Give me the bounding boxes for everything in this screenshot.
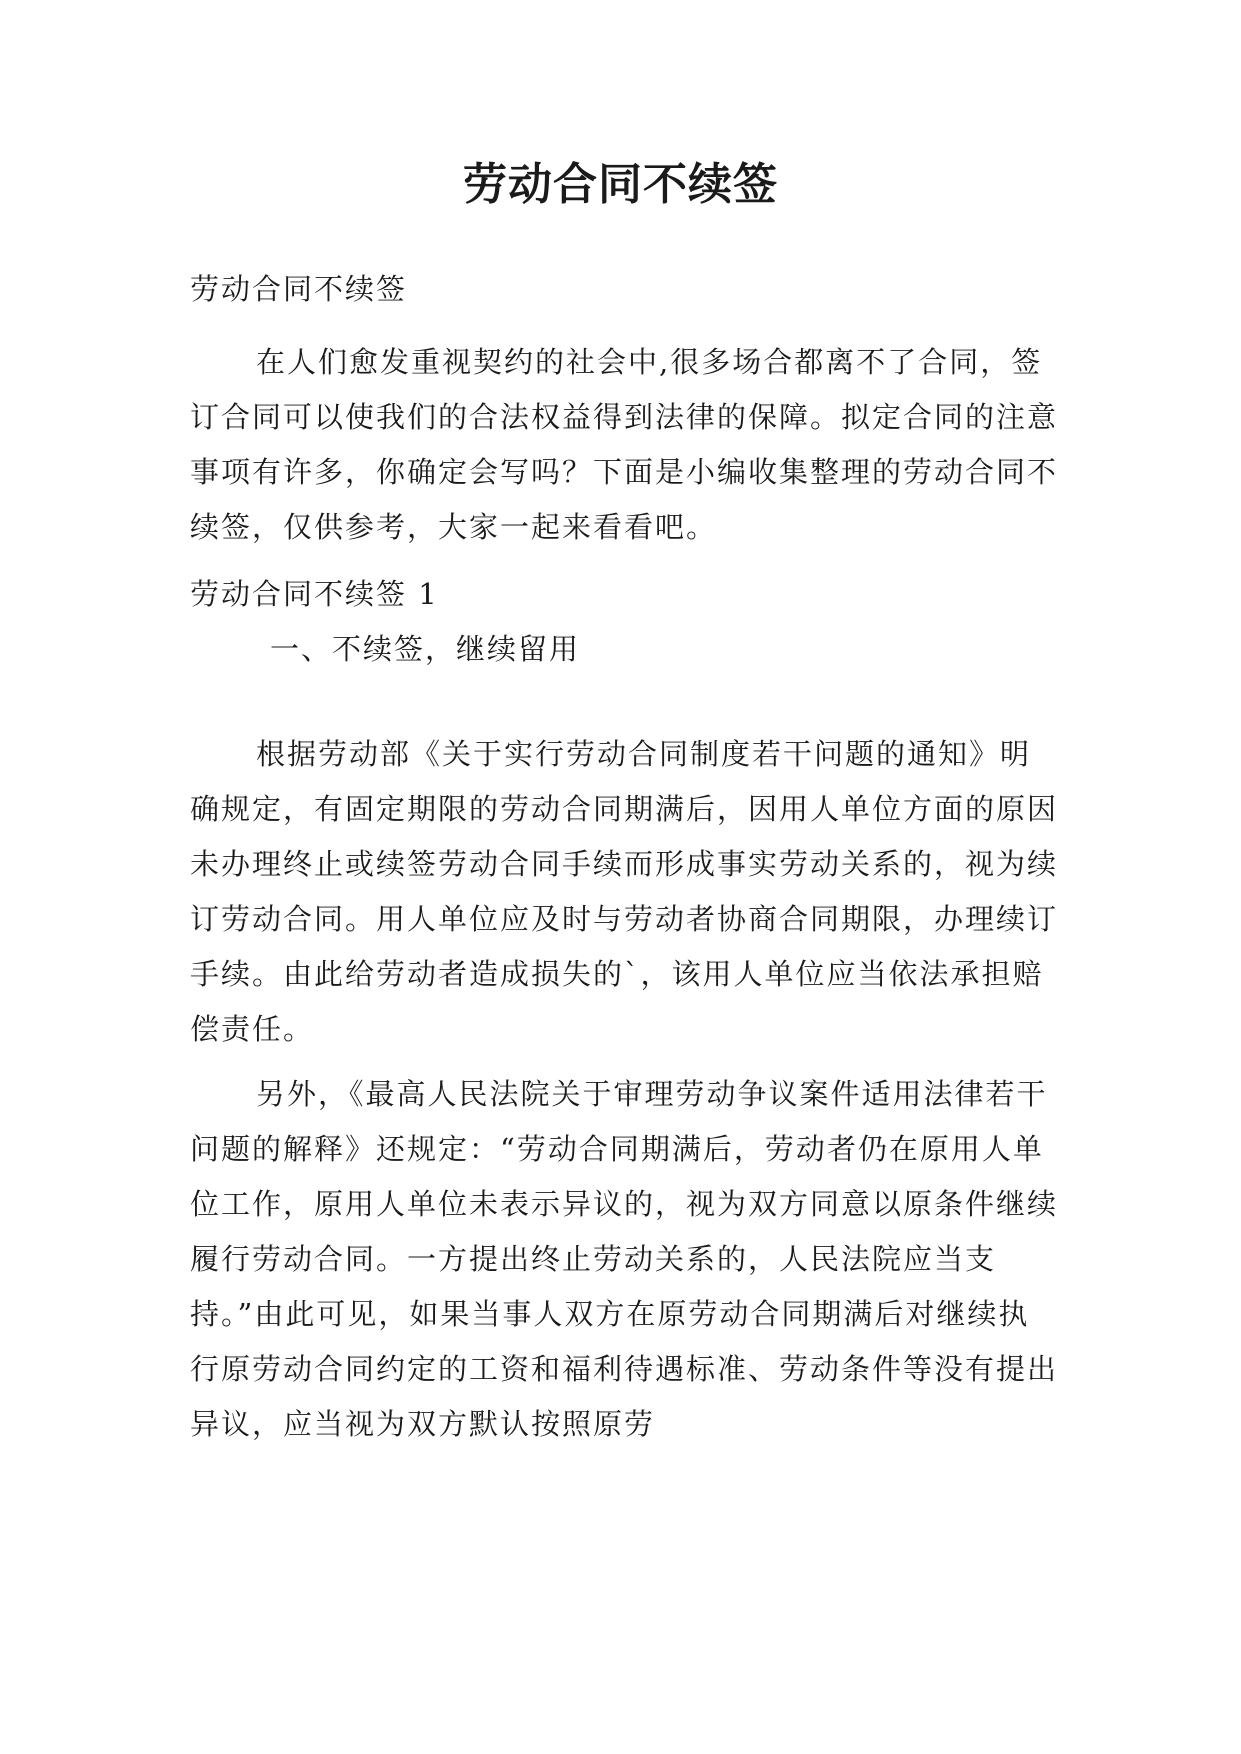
section-heading: 劳动合同不续签 1 bbox=[190, 577, 439, 611]
body-paragraph-2: 另外，《最高人民法院关于审理劳动争议案件适用法律若干问题的解释》还规定：“劳动合同期满后，劳动者仍在原用人单位工作，原用人单位未表示异议的，视为双方同意以原条件继续履行劳动合同。一方提出终止劳动关系的，人民法院应当支持。”由此可见，如果当事人双方在原劳动合同期满后对继续执行原劳动合同约定的工资和福利待遇标准、劳动条件等没有提出异议，应当视为双方默认按照原劳 bbox=[190, 1077, 1059, 1441]
document-title: 劳动合同不续签 bbox=[463, 159, 778, 210]
body-paragraph-1: 根据劳动部《关于实行劳动合同制度若干问题的通知》明确规定，有固定期限的劳动合同期满后，因用人单位方面的原因未办理终止或续签劳动合同手续而形成事实劳动关系的，视为续订劳动合同。用人单位应及时与劳动者协商合同期限，办理续订手续。由此给劳动者造成损失的`，该用人单位应当依法承担赔偿责任。 bbox=[190, 737, 1059, 1046]
document-subtitle: 劳动合同不续签 bbox=[190, 272, 408, 306]
intro-paragraph: 在人们愈发重视契约的社会中,很多场合都离不了合同，签订合同可以使我们的合法权益得到法律的保障。拟定合同的注意事项有许多，你确定会写吗？下面是小编收集整理的劳动合同不续签，仅供参考，大家一起来看看吧。 bbox=[190, 345, 1059, 544]
sub-heading: 一、不续签，继续留用 bbox=[270, 632, 581, 666]
